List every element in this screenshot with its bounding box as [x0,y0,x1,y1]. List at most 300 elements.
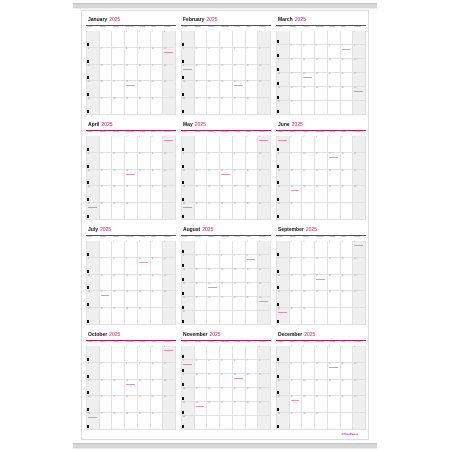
day-cell[interactable] [195,269,211,285]
day-cell[interactable] [163,346,176,363]
day-cell[interactable] [258,65,271,82]
day-cell[interactable] [87,81,100,101]
day-cell[interactable] [100,64,116,84]
day-cell[interactable] [112,65,125,82]
day-cell[interactable] [290,73,306,89]
day-cell[interactable] [277,87,290,101]
day-cell[interactable] [125,31,138,48]
day-cell[interactable] [125,203,138,220]
day-cell[interactable] [315,31,328,45]
day-cell[interactable] [353,73,366,87]
day-cell[interactable] [315,291,328,308]
day-cell[interactable] [220,360,233,374]
day-cell[interactable] [220,255,233,269]
day-cell[interactable] [246,98,259,115]
day-cell[interactable] [87,153,100,170]
day-cell[interactable] [302,258,315,275]
day-cell[interactable] [302,346,318,363]
day-cell[interactable] [328,275,341,292]
day-cell[interactable] [277,291,290,311]
day-cell[interactable] [328,136,341,153]
day-cell[interactable] [315,275,328,292]
day-cell[interactable] [353,363,366,380]
day-cell[interactable] [151,291,167,308]
day-cell[interactable] [112,275,125,292]
day-cell[interactable] [207,374,220,388]
day-cell[interactable] [233,297,246,311]
day-cell[interactable] [220,416,233,430]
day-cell[interactable] [341,87,357,101]
day-cell[interactable] [258,402,271,416]
day-cell[interactable] [207,241,223,257]
day-cell[interactable] [246,186,262,206]
day-cell[interactable] [100,413,116,430]
day-cell[interactable] [220,31,233,48]
day-cell[interactable] [195,311,208,325]
day-cell[interactable] [315,45,328,59]
day-cell[interactable] [353,308,366,325]
day-cell[interactable] [341,31,354,45]
day-cell[interactable] [258,170,271,187]
day-cell[interactable] [302,101,315,115]
day-cell[interactable] [112,186,125,206]
day-cell[interactable] [328,363,341,380]
day-cell[interactable] [341,346,357,365]
day-cell[interactable] [290,186,306,206]
day-cell[interactable] [182,65,195,82]
day-cell[interactable] [163,186,176,203]
day-cell[interactable] [246,416,259,430]
day-cell[interactable] [353,31,366,45]
day-cell[interactable] [290,308,306,325]
day-cell[interactable] [302,291,315,311]
day-cell[interactable] [258,388,271,402]
day-cell[interactable] [246,346,259,360]
day-cell[interactable] [207,346,223,362]
day-cell[interactable] [220,402,233,416]
day-cell[interactable] [207,186,220,206]
day-cell[interactable] [138,346,151,363]
day-cell[interactable] [182,31,195,48]
day-cell[interactable] [341,45,357,61]
day-cell[interactable] [163,241,176,258]
day-cell[interactable] [220,203,233,220]
day-cell[interactable] [220,388,233,402]
day-cell[interactable] [100,152,116,172]
day-cell[interactable] [195,186,211,206]
day-cell[interactable] [341,169,357,189]
day-cell[interactable] [125,363,138,380]
day-cell[interactable] [246,241,259,255]
day-cell[interactable] [182,203,195,220]
day-cell[interactable] [315,380,328,397]
day-cell[interactable] [151,241,167,260]
day-cell[interactable] [87,170,100,187]
day-cell[interactable] [112,291,125,311]
day-cell[interactable] [258,48,271,65]
day-cell[interactable] [125,275,138,292]
day-cell[interactable] [207,269,220,283]
day-cell[interactable] [195,98,211,115]
day-cell[interactable] [195,169,211,189]
day-cell[interactable] [290,396,306,416]
day-cell[interactable] [233,170,246,187]
day-cell[interactable] [220,48,233,65]
day-cell[interactable] [328,258,341,275]
day-cell[interactable] [328,308,341,325]
day-cell[interactable] [112,47,128,65]
day-cell[interactable] [125,396,138,416]
day-cell[interactable] [125,170,138,187]
day-cell[interactable] [258,283,271,297]
day-cell[interactable] [233,203,246,220]
day-cell[interactable] [277,241,290,258]
day-cell[interactable] [138,48,151,65]
day-cell[interactable] [315,153,328,170]
day-cell[interactable] [258,153,271,170]
day-cell[interactable] [182,311,195,325]
day-cell[interactable] [341,362,357,382]
day-cell[interactable] [353,170,366,187]
day-cell[interactable] [112,136,128,155]
day-cell[interactable] [315,308,328,325]
day-cell[interactable] [207,31,223,50]
day-cell[interactable] [328,241,341,258]
day-cell[interactable] [302,45,318,59]
day-cell[interactable] [277,136,290,153]
day-cell[interactable] [258,360,271,374]
day-cell[interactable] [182,416,195,430]
day-cell[interactable] [233,241,246,255]
day-cell[interactable] [258,186,271,206]
day-cell[interactable] [233,283,246,297]
day-cell[interactable] [207,98,220,115]
day-cell[interactable] [277,186,290,206]
day-cell[interactable] [341,274,357,294]
day-cell[interactable] [195,136,208,153]
day-cell[interactable] [100,308,116,325]
day-cell[interactable] [138,186,151,203]
day-cell[interactable] [138,31,151,48]
day-cell[interactable] [220,65,233,82]
day-cell[interactable] [328,31,341,45]
day-cell[interactable] [182,388,195,402]
day-cell[interactable] [125,136,138,153]
day-cell[interactable] [315,136,328,153]
day-cell[interactable] [328,203,341,220]
day-cell[interactable] [163,363,176,380]
day-cell[interactable] [138,98,151,115]
day-cell[interactable] [302,396,315,416]
day-cell[interactable] [315,346,328,363]
day-cell[interactable] [125,380,138,397]
day-cell[interactable] [182,170,195,187]
day-cell[interactable] [258,297,271,311]
day-cell[interactable] [138,413,151,430]
day-cell[interactable] [290,346,303,363]
day-cell[interactable] [207,297,220,311]
day-cell[interactable] [163,98,176,115]
day-cell[interactable] [87,258,100,275]
day-cell[interactable] [290,362,306,382]
day-cell[interactable] [112,413,125,430]
day-cell[interactable] [138,170,151,187]
day-cell[interactable] [290,31,303,45]
day-cell[interactable] [328,413,341,430]
day-cell[interactable] [163,65,176,82]
day-cell[interactable] [328,186,341,203]
day-cell[interactable] [258,346,271,360]
day-cell[interactable] [246,388,262,404]
day-cell[interactable] [246,297,262,311]
day-cell[interactable] [353,186,366,203]
day-cell[interactable] [151,413,164,430]
day-cell[interactable] [163,308,176,325]
day-cell[interactable] [290,87,306,101]
day-cell[interactable] [246,203,262,220]
day-cell[interactable] [302,59,315,73]
day-cell[interactable] [315,241,328,258]
day-cell[interactable] [163,136,176,153]
day-cell[interactable] [341,73,357,89]
day-cell[interactable] [233,48,246,65]
day-cell[interactable] [302,153,315,170]
day-cell[interactable] [207,170,220,187]
day-cell[interactable] [163,203,176,220]
day-cell[interactable] [246,374,262,390]
day-cell[interactable] [151,308,164,325]
day-cell[interactable] [220,269,233,283]
day-cell[interactable] [163,170,176,187]
day-cell[interactable] [353,136,366,153]
day-cell[interactable] [207,203,220,220]
day-cell[interactable] [163,48,176,65]
day-cell[interactable] [125,241,138,258]
day-cell[interactable] [246,283,262,299]
day-cell[interactable] [112,203,125,220]
day-cell[interactable] [341,308,354,325]
day-cell[interactable] [125,98,138,115]
day-cell[interactable] [195,203,211,220]
day-cell[interactable] [315,59,328,73]
day-cell[interactable] [112,308,125,325]
day-cell[interactable] [100,396,116,416]
day-cell[interactable] [328,153,341,170]
day-cell[interactable] [220,311,233,325]
day-cell[interactable] [302,413,315,430]
day-cell[interactable] [315,87,328,101]
day-cell[interactable] [353,275,366,292]
day-cell[interactable] [195,297,211,311]
day-cell[interactable] [207,311,220,325]
day-cell[interactable] [277,396,290,416]
day-cell[interactable] [258,311,271,325]
day-cell[interactable] [112,380,125,397]
day-cell[interactable] [182,48,195,65]
day-cell[interactable] [246,269,262,285]
day-cell[interactable] [233,269,246,283]
day-cell[interactable] [220,170,233,187]
day-cell[interactable] [233,153,246,170]
day-cell[interactable] [100,186,116,206]
day-cell[interactable] [195,152,211,172]
day-cell[interactable] [277,101,290,115]
day-cell[interactable] [246,360,262,376]
day-cell[interactable] [246,64,262,84]
day-cell[interactable] [207,47,223,65]
day-cell[interactable] [182,346,195,360]
day-cell[interactable] [353,396,366,413]
day-cell[interactable] [290,59,306,75]
day-cell[interactable] [246,311,259,325]
day-cell[interactable] [302,308,315,325]
day-cell[interactable] [258,98,271,115]
day-cell[interactable] [258,255,271,269]
day-cell[interactable] [163,275,176,292]
day-cell[interactable] [290,136,306,155]
day-cell[interactable] [125,308,138,325]
day-cell[interactable] [302,203,315,220]
day-cell[interactable] [207,255,223,269]
day-cell[interactable] [258,203,271,220]
day-cell[interactable] [290,45,306,61]
day-cell[interactable] [138,65,151,82]
day-cell[interactable] [233,98,246,115]
day-cell[interactable] [182,255,195,269]
day-cell[interactable] [151,379,167,399]
day-cell[interactable] [100,169,116,189]
day-cell[interactable] [195,388,211,404]
day-cell[interactable] [258,241,271,255]
day-cell[interactable] [233,81,246,101]
day-cell[interactable] [112,152,128,170]
day-cell[interactable] [353,346,366,363]
day-cell[interactable] [138,203,151,220]
day-cell[interactable] [163,258,176,275]
day-cell[interactable] [315,101,328,115]
day-cell[interactable] [315,203,328,220]
day-cell[interactable] [195,47,211,67]
day-cell[interactable] [182,269,195,283]
day-cell[interactable] [353,258,366,275]
day-cell[interactable] [353,101,366,115]
day-cell[interactable] [207,81,220,101]
day-cell[interactable] [220,81,233,101]
day-cell[interactable] [138,81,151,101]
day-cell[interactable] [151,98,164,115]
day-cell[interactable] [100,346,113,363]
day-cell[interactable] [207,136,223,155]
day-cell[interactable] [87,291,100,311]
day-cell[interactable] [341,186,357,203]
day-cell[interactable] [138,136,151,153]
day-cell[interactable] [151,169,167,189]
day-cell[interactable] [138,241,151,258]
day-cell[interactable] [277,308,290,325]
day-cell[interactable] [100,291,116,311]
day-cell[interactable] [182,374,195,388]
day-cell[interactable] [182,186,195,206]
day-cell[interactable] [112,81,125,101]
day-cell[interactable] [328,45,341,59]
day-cell[interactable] [112,98,125,115]
day-cell[interactable] [315,363,328,380]
day-cell[interactable] [277,59,290,73]
day-cell[interactable] [220,297,233,311]
day-cell[interactable] [100,257,116,277]
day-cell[interactable] [277,413,290,430]
day-cell[interactable] [151,396,167,416]
day-cell[interactable] [233,186,246,206]
day-cell[interactable] [138,275,151,292]
day-cell[interactable] [112,170,125,187]
day-cell[interactable] [125,186,138,206]
day-cell[interactable] [246,402,262,416]
day-cell[interactable] [151,346,167,365]
day-cell[interactable] [151,274,167,294]
day-cell[interactable] [87,31,100,48]
day-cell[interactable] [112,31,128,50]
day-cell[interactable] [290,241,303,258]
day-cell[interactable] [353,153,366,170]
day-cell[interactable] [341,241,357,260]
day-cell[interactable] [163,396,176,413]
day-cell[interactable] [233,374,246,388]
day-cell[interactable] [220,153,233,170]
day-cell[interactable] [353,203,366,220]
day-cell[interactable] [341,413,354,430]
day-cell[interactable] [233,65,246,82]
day-cell[interactable] [290,291,306,311]
day-cell[interactable] [302,136,318,153]
day-cell[interactable] [233,360,246,374]
day-cell[interactable] [195,374,211,390]
day-cell[interactable] [233,31,246,48]
day-cell[interactable] [258,136,271,153]
day-cell[interactable] [195,283,211,299]
day-cell[interactable] [87,48,100,65]
day-cell[interactable] [87,346,100,363]
day-cell[interactable] [125,346,138,363]
day-cell[interactable] [151,31,167,50]
day-cell[interactable] [125,81,138,101]
day-cell[interactable] [233,311,246,325]
day-cell[interactable] [302,31,318,47]
day-cell[interactable] [125,291,138,311]
day-cell[interactable] [341,59,357,75]
day-cell[interactable] [182,402,195,416]
day-cell[interactable] [341,152,357,172]
day-cell[interactable] [195,64,211,84]
day-cell[interactable] [302,275,315,292]
day-cell[interactable] [100,98,116,115]
day-cell[interactable] [163,291,176,308]
day-cell[interactable] [341,203,354,220]
day-cell[interactable] [195,346,208,360]
day-cell[interactable] [100,31,113,48]
day-cell[interactable] [290,413,306,430]
day-cell[interactable] [87,380,100,397]
day-cell[interactable] [100,379,116,399]
day-cell[interactable] [100,81,116,101]
day-cell[interactable] [220,346,233,360]
day-cell[interactable] [151,64,167,84]
day-cell[interactable] [220,241,233,255]
day-cell[interactable] [233,255,246,269]
day-cell[interactable] [302,73,315,87]
day-cell[interactable] [138,308,151,325]
day-cell[interactable] [207,402,220,416]
